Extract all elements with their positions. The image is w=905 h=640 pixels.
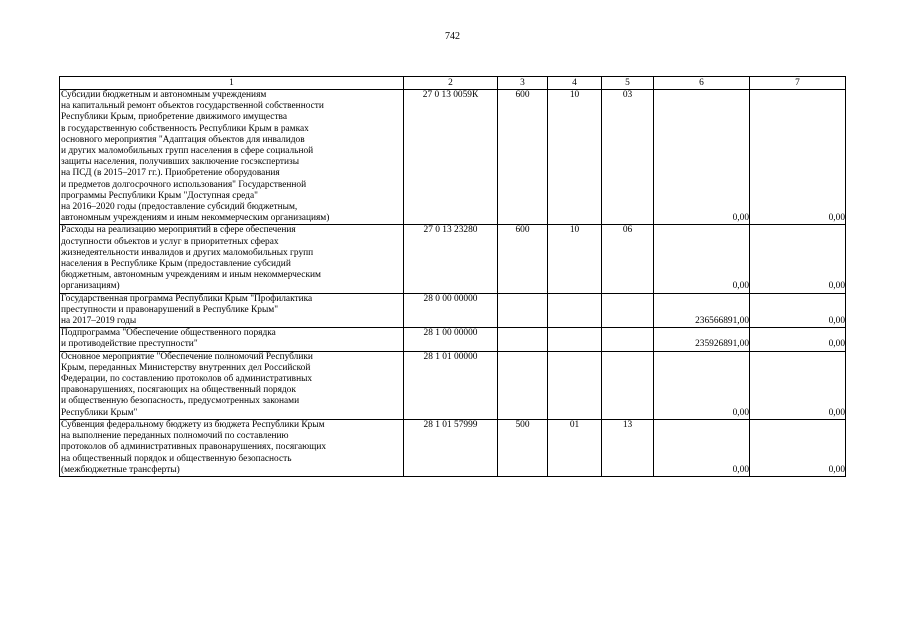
column-header: 6: [654, 77, 750, 90]
target-article-code: 28 1 01 00000: [404, 351, 498, 419]
section-code: 10: [548, 90, 602, 225]
subsection-code: 03: [602, 90, 654, 225]
expense-type-code: [498, 293, 548, 328]
row-description: Расходы на реализацию мероприятий в сфере обеспечения доступности объектов и услуг в приоритетных сферах жизнедеятельности инвалидов и других маломобильных групп населения в Республике Крым (предоставление субсидий бюджетным, автономным учреждениям и иным некоммерческим организациям): [60, 225, 404, 293]
section-code: [548, 328, 602, 351]
target-article-code: 28 1 00 00000: [404, 328, 498, 351]
table-row: [60, 419, 846, 476]
target-article-code: 27 0 13 0059К: [404, 90, 498, 225]
subsection-code: 06: [602, 225, 654, 293]
column-header: 4: [548, 77, 602, 90]
subsection-code: [602, 328, 654, 351]
table-row: [60, 351, 846, 419]
budget-table: [59, 76, 846, 477]
amount-col7: 0,00: [750, 225, 846, 293]
expense-type-code: 600: [498, 225, 548, 293]
subsection-code: [602, 351, 654, 419]
column-header: 5: [602, 77, 654, 90]
expense-type-code: [498, 328, 548, 351]
expense-type-code: 600: [498, 90, 548, 225]
row-description: Основное мероприятие "Обеспечение полномочий Республики Крым, переданных Министерству внутренних дел Российской Федерации, по составлению протоколов об административных правонарушениях, посягающих на общественный порядок и общественную безопасность, предусмотренных законами Республики Крым": [60, 351, 404, 419]
section-code: [548, 293, 602, 328]
row-description: Государственная программа Республики Крым "Профилактика преступности и правонарушений в Республике Крым" на 2017–2019 годы: [60, 293, 404, 328]
subsection-code: 13: [602, 419, 654, 476]
expense-type-code: 500: [498, 419, 548, 476]
row-description: Подпрограмма "Обеспечение общественного порядка и противодействие преступности": [60, 328, 404, 351]
amount-col7: 0,00: [750, 90, 846, 225]
section-code: 01: [548, 419, 602, 476]
amount-col7: 0,00: [750, 351, 846, 419]
amount-col6: 235926891,00: [654, 328, 750, 351]
amount-col7: 0,00: [750, 419, 846, 476]
table-row: [60, 328, 846, 351]
amount-col6: 0,00: [654, 90, 750, 225]
column-header: 2: [404, 77, 498, 90]
section-code: 10: [548, 225, 602, 293]
column-header: 3: [498, 77, 548, 90]
table-row: [60, 293, 846, 328]
expense-type-code: [498, 351, 548, 419]
page-number: 742: [445, 31, 460, 42]
column-header: 7: [750, 77, 846, 90]
section-code: [548, 351, 602, 419]
row-description: Субвенция федеральному бюджету из бюджета Республики Крым на выполнение переданных полномочий по составлению протоколов об административных правонарушениях, посягающих на общественный порядок и общественную безопасность (межбюджетные трансферты): [60, 419, 404, 476]
amount-col6: 0,00: [654, 351, 750, 419]
subsection-code: [602, 293, 654, 328]
table-row: [60, 225, 846, 293]
target-article-code: 28 0 00 00000: [404, 293, 498, 328]
amount-col6: 236566891,00: [654, 293, 750, 328]
target-article-code: 28 1 01 57999: [404, 419, 498, 476]
column-header: 1: [60, 77, 404, 90]
row-description: Субсидии бюджетным и автономным учреждениям на капитальный ремонт объектов государственной собственности Республики Крым, приобретение движимого имущества в государственную собственность Республики Крым в рамках основного мероприятия "Адаптация объектов для инвалидов и других маломобильных групп населения в сфере социальной защиты населения, получивших заключение госэкспертизы на ПСД (в 2015–2017 гг.). Приобретение оборудования и предметов долгосрочного использования" Государственной программы Республики Крым "Доступная среда" на 2016–2020 годы (предоставление субсидий бюджетным, автономным учреждениям и иным некоммерческим организациям): [60, 90, 404, 225]
amount-col6: 0,00: [654, 419, 750, 476]
table-row: [60, 90, 846, 225]
amount-col6: 0,00: [654, 225, 750, 293]
amount-col7: 0,00: [750, 293, 846, 328]
amount-col7: 0,00: [750, 328, 846, 351]
target-article-code: 27 0 13 23280: [404, 225, 498, 293]
table-header-row: [60, 77, 846, 90]
